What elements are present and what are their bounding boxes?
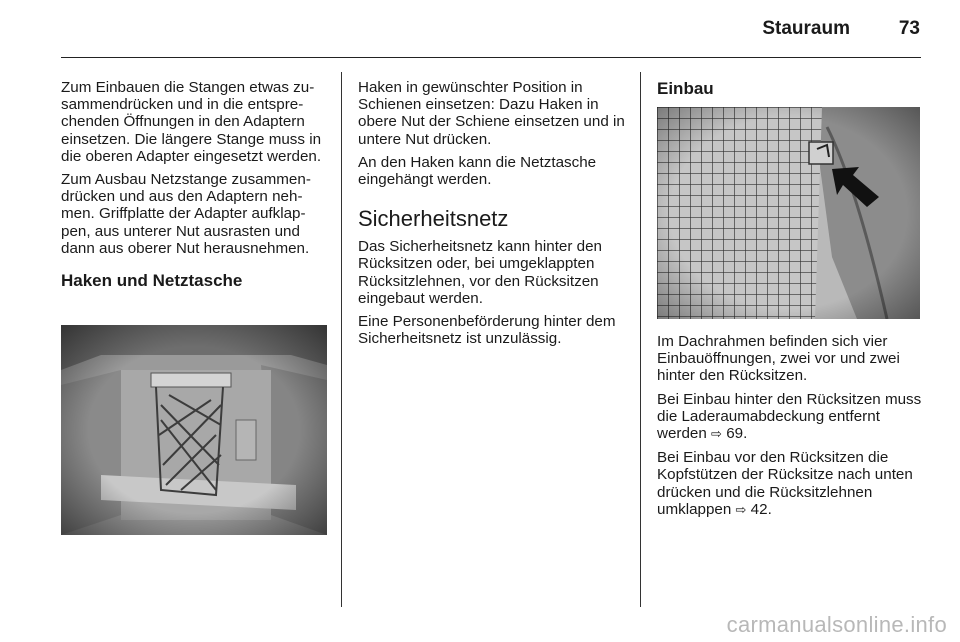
paragraph-install-behind-seats <box>657 391 923 444</box>
safety-net-illustration <box>657 107 920 319</box>
column-divider-right <box>640 72 641 607</box>
paragraph-remove-rods: Zum Ausbau Netzstange zusammendrücken und aus den Adaptern nehmen. Griffplatte der Adapter aufklappen, aus unterer Nut ausrasten und dann aus oberer Nut herausnehmen. <box>61 171 311 257</box>
column-divider-left <box>341 72 342 607</box>
paragraph-safety-net-location: Das Sicherheitsnetz kann hinter den Rücksitzen oder, bei umgeklappten Rücksitzlehnen, vor den Rücksitzen eingebaut werden. <box>358 238 602 307</box>
page-reference-69[interactable]: 69. <box>726 425 748 443</box>
column-3-body <box>657 333 923 525</box>
page-header-title: Stauraum <box>762 18 850 39</box>
paragraph-insert-hooks: Haken in gewünschter Position in Schienen einsetzen: Dazu Haken in obere Nut der Schiene einsetzen und in untere Nut drücken. <box>358 79 625 148</box>
paragraph-install-behind-seats-text: Bei Einbau hinter den Rücksitzen muss die Laderaumabdeckung entfernt werden <box>657 390 922 443</box>
heading-hook-net-pocket: Haken und Netztasche <box>61 271 243 291</box>
heading-safety-net: Sicherheitsnetz <box>358 206 509 232</box>
page-reference-arrow-icon: ⇨ <box>735 502 747 518</box>
heading-installation: Einbau <box>657 79 714 98</box>
paragraph-install-front-seats <box>657 449 923 519</box>
column-3 <box>657 79 923 99</box>
page-number: 73 <box>898 18 920 39</box>
paragraph-roof-frame-openings: Im Dachrahmen befinden sich vier Einbauöffnungen, zwei vor und zwei hinter den Rücksitzen. <box>657 333 900 385</box>
watermark-text: carmanualsonline.info <box>726 612 947 637</box>
column-2 <box>358 79 626 353</box>
page-reference-arrow-icon: ⇨ <box>711 427 722 443</box>
paragraph-install-rods: Zum Einbauen die Stangen etwas zusammendrücken und in die entsprechenden Öffnungen in den Adaptern einsetzen. Die längere Stange muss in die oberen Adapter eingesetzt werden. <box>61 79 322 165</box>
paragraph-passenger-warning: Eine Personenbeförderung hinter dem Sicherheitsnetz ist unzulässig. <box>358 313 616 348</box>
paragraph-hang-pocket: An den Haken kann die Netztasche eingehängt werden. <box>358 153 597 189</box>
net-pocket-illustration <box>61 325 327 535</box>
header-divider <box>61 57 921 58</box>
paragraph-install-front-seats-text: Bei Einbau vor den Rücksitzen die Kopfstützen der Rücksitze nach unten drücken und die Rücksitzlehnen umklappen <box>657 449 913 518</box>
page-reference-42[interactable]: 42. <box>750 500 772 518</box>
column-1 <box>61 79 327 291</box>
